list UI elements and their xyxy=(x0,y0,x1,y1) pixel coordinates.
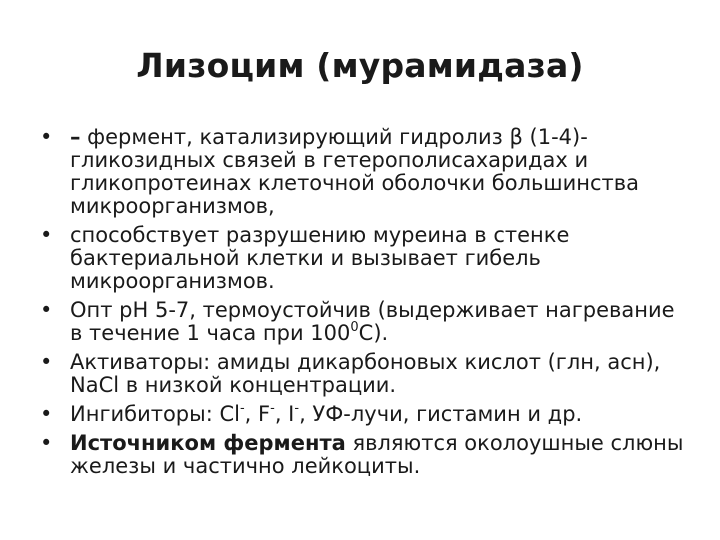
inhibitors-prefix: Ингибиторы: Cl xyxy=(70,402,240,426)
bullet-dot: • xyxy=(40,298,53,322)
bullet-dot: • xyxy=(40,223,53,247)
bullet-item-optimum xyxy=(40,299,690,345)
charge-superscript: - xyxy=(294,401,300,416)
bullet-dot: • xyxy=(40,431,53,455)
bullet-text-end: С). xyxy=(358,321,389,345)
bullet-item-activators xyxy=(40,351,690,397)
bullet-item-action xyxy=(40,224,690,293)
bullet-item-definition xyxy=(40,126,690,218)
inhibitors-suffix: , УФ-лучи, гистамин и др. xyxy=(299,402,583,426)
source-bold-text: Источником фермента xyxy=(70,431,346,455)
bullet-item-source xyxy=(40,432,690,478)
charge-superscript: - xyxy=(239,401,245,416)
degree-superscript: 0 xyxy=(350,320,359,335)
bullet-dot: • xyxy=(40,350,53,374)
slide-title: Лизоцим (мурамидаза) xyxy=(136,46,584,85)
inhibitors-mid2: , I xyxy=(274,402,295,426)
bullet-text: способствует разрушению муреина в стенке бактериальной клетки и вызывает гибель микроорганизмов. xyxy=(70,223,570,293)
inhibitors-mid1: , F xyxy=(244,402,271,426)
bullet-text: Опт pH 5-7, термоустойчив (выдерживает нагревание в течение 1 часа при 100 xyxy=(70,298,675,345)
bullet-item-inhibitors xyxy=(40,403,690,426)
bullet-text: фермент, катализирующий гидролиз β (1-4)-гликозидных связей в гетерополисахаридах и гликопротеинах клеточной оболочки большинства микроорганизмов, xyxy=(70,125,640,218)
bullet-dot: • xyxy=(40,402,53,426)
charge-superscript: - xyxy=(270,401,275,416)
bullet-dot: • xyxy=(40,125,53,149)
bullet-text: являются околоушные слюны железы и частично лейкоциты. xyxy=(70,431,684,478)
bullet-list xyxy=(40,126,690,484)
bullet-text: Активаторы: амиды дикарбоновых кислот (глн, асн), NaCl в низкой концентрации. xyxy=(70,350,661,397)
bullet-dash: – xyxy=(70,125,81,149)
